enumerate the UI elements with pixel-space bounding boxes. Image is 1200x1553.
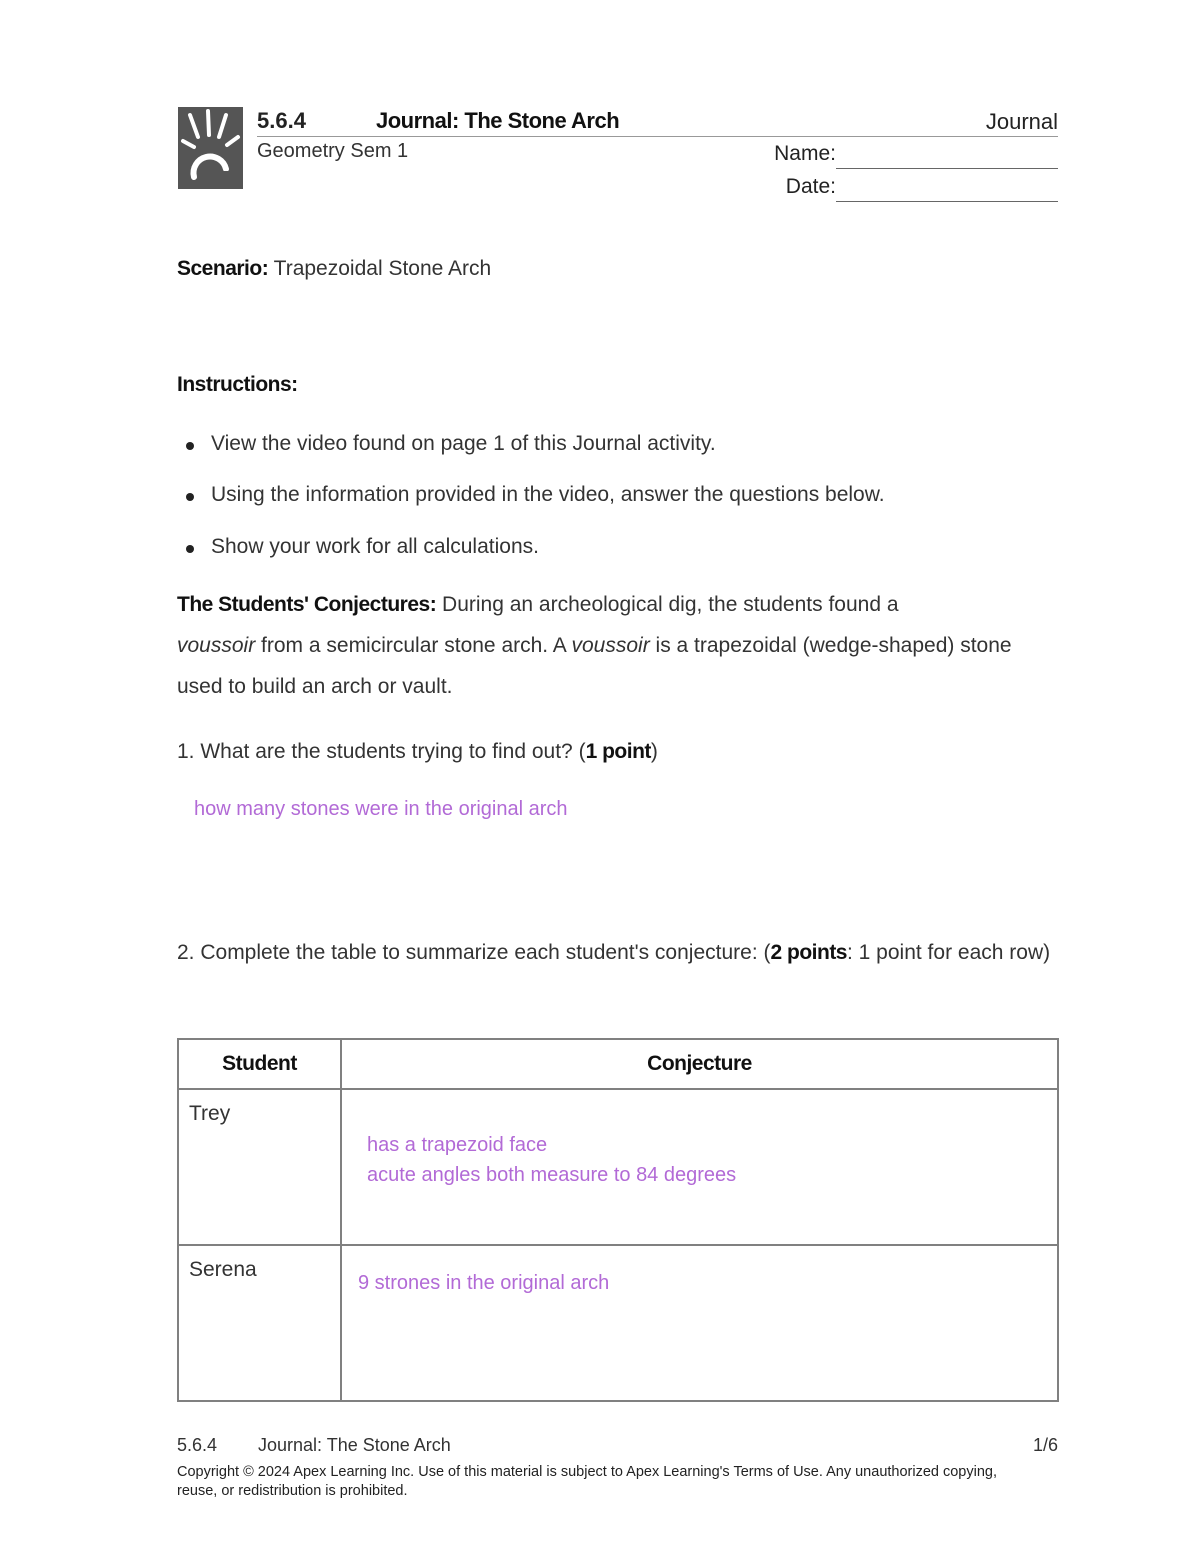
question-1-close: ) [650, 740, 658, 763]
conjectures-paragraph [177, 584, 1057, 707]
course-name: Geometry Sem 1 [257, 140, 409, 162]
header-rule [257, 136, 1058, 137]
date-label: Date: [785, 175, 836, 198]
question-1-answer[interactable]: how many stones were in the original arch [194, 798, 568, 820]
conjecture-cell[interactable] [341, 1245, 1058, 1401]
bullet-icon [186, 442, 194, 450]
footer-lesson-title: Journal: The Stone Arch [258, 1435, 451, 1455]
answer-line: 9 strones in the original arch [358, 1272, 610, 1294]
scenario-text: Trapezoidal Stone Arch [268, 257, 492, 280]
footer-lesson-number: 5.6.4 [177, 1435, 218, 1455]
conjectures-label: The Students' Conjectures: [177, 593, 437, 616]
instructions-label: Instructions: [177, 373, 298, 396]
conjecture-cell[interactable] [341, 1089, 1058, 1245]
answer-line: acute angles both measure to 84 degrees [367, 1164, 737, 1186]
conjecture-table [177, 1038, 1059, 1402]
question-1-points: 1 point [585, 740, 651, 763]
scenario [177, 257, 491, 281]
table-row [178, 1245, 1058, 1401]
conjecture-answer[interactable] [358, 1268, 609, 1298]
question-2-rest: : 1 point for each row) [847, 941, 1051, 964]
instruction-item: Show your work for all calculations. [211, 535, 539, 558]
question-1-prompt: 1. What are the students trying to find out? ( [177, 740, 586, 763]
name-field[interactable] [836, 168, 1058, 169]
table-row [178, 1089, 1058, 1245]
doc-type: Journal [985, 109, 1058, 134]
date-field[interactable] [836, 201, 1058, 202]
student-cell: Trey [178, 1089, 341, 1245]
lesson-number: 5.6.4 [257, 108, 306, 133]
apex-logo-icon [178, 107, 243, 189]
table-header-row [178, 1039, 1058, 1089]
student-cell: Serena [178, 1245, 341, 1401]
name-label: Name: [774, 142, 836, 165]
instruction-item: View the video found on page 1 of this Journal activity. [211, 432, 716, 455]
conjecture-answer[interactable] [367, 1130, 736, 1190]
question-2-points: 2 points [770, 941, 847, 964]
question-2 [177, 932, 1057, 973]
question-1 [177, 740, 658, 764]
answer-line: has a trapezoid face [367, 1134, 548, 1156]
bullet-icon [186, 545, 194, 553]
conjectures-text: During an archeological dig, the students found a [436, 593, 899, 616]
voussoir-term: voussoir [177, 634, 256, 657]
lesson-title: Journal: The Stone Arch [376, 108, 620, 133]
page-number: 1/6 [1032, 1435, 1058, 1455]
conjectures-text: from a semicircular stone arch. A [255, 634, 572, 657]
copyright-notice: Copyright © 2024 Apex Learning Inc. Use of this material is subject to Apex Learning's Terms of Use. Any unauthorized copying, reuse, or redistribution is prohibited. [177, 1464, 998, 1499]
scenario-label: Scenario: [177, 257, 269, 280]
instruction-item: Using the information provided in the video, answer the questions below. [211, 483, 885, 506]
header-student: Student [178, 1039, 341, 1089]
voussoir-term: voussoir [571, 634, 650, 657]
question-2-prompt: 2. Complete the table to summarize each student's conjecture: ( [177, 941, 771, 964]
bullet-icon [186, 493, 194, 501]
conjectures-text: is a trapezoidal (wedge-shaped) stone used to build an arch or vault. [177, 634, 1012, 698]
header-conjecture: Conjecture [341, 1039, 1058, 1089]
